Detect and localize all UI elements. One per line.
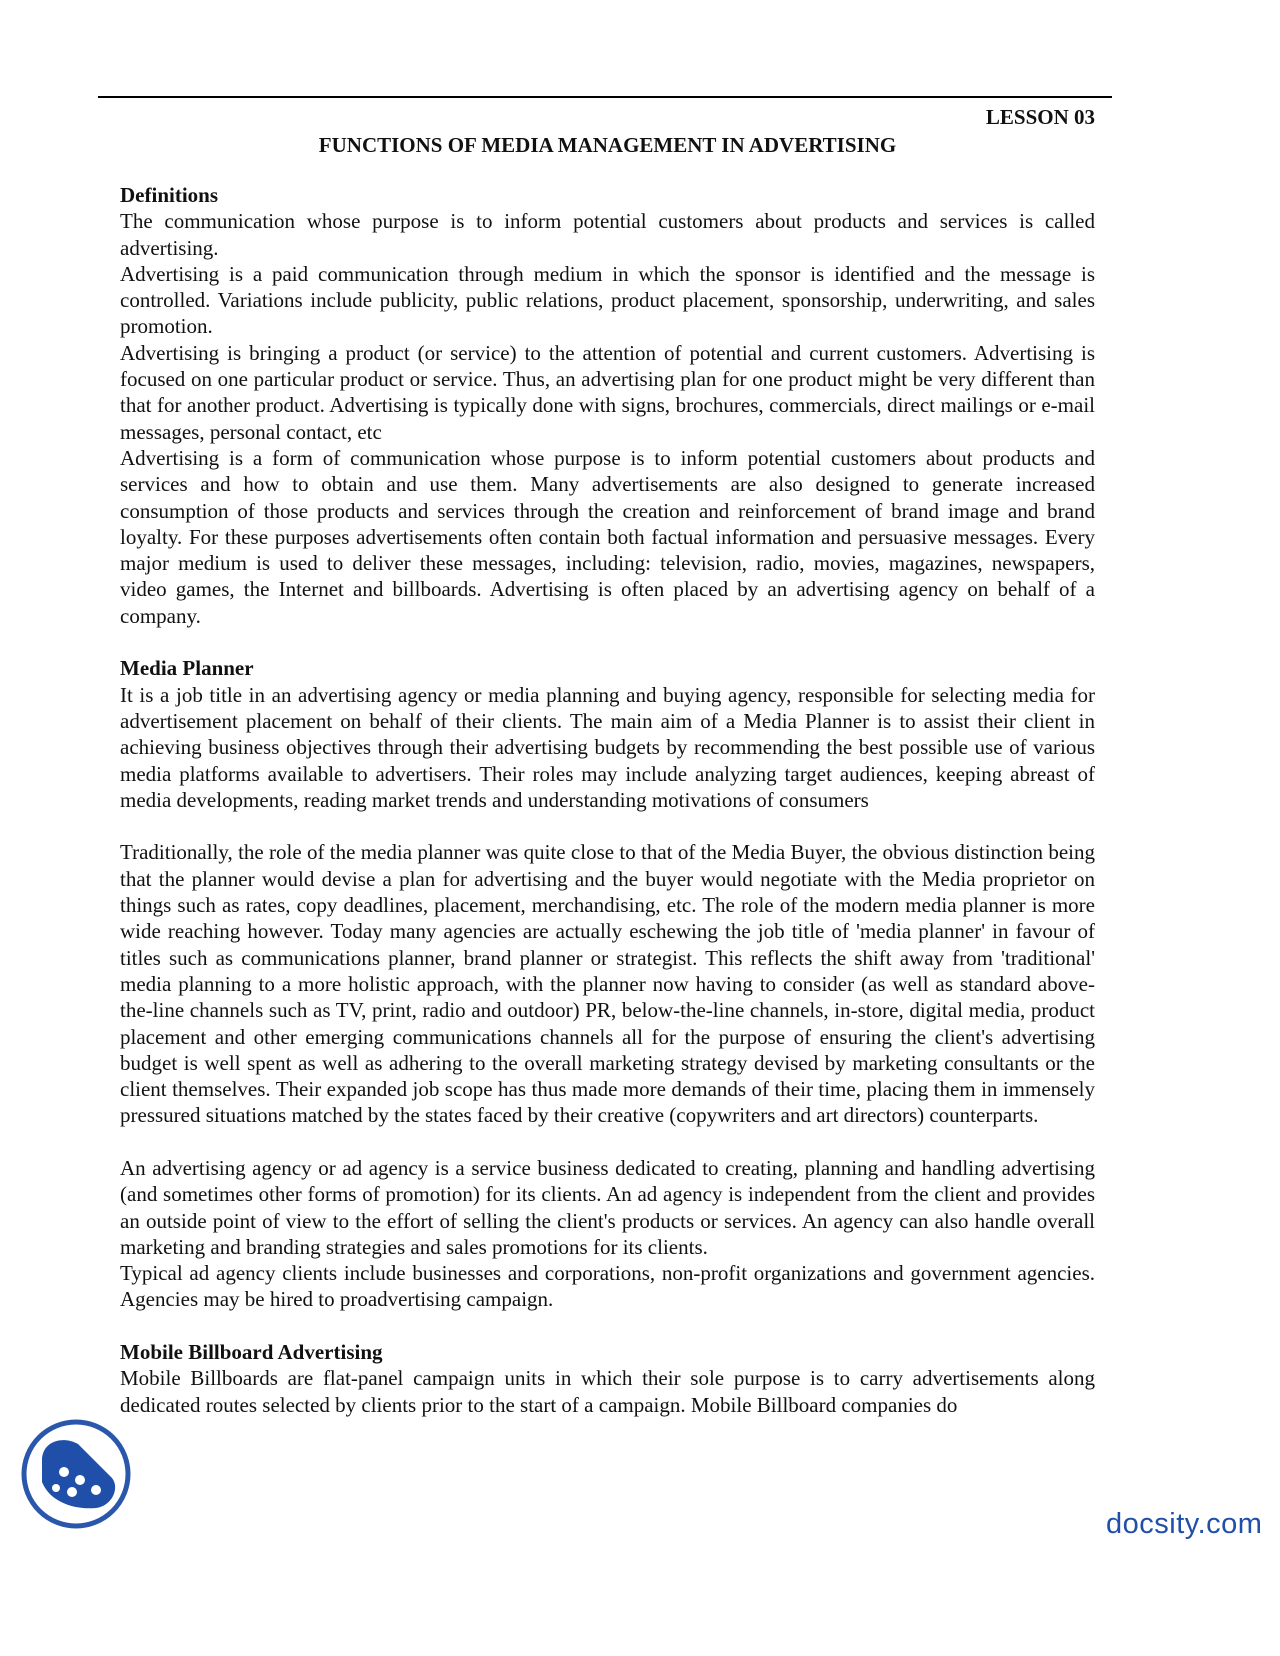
page-title: FUNCTIONS OF MEDIA MANAGEMENT IN ADVERTISING [318,133,897,157]
paragraph: Traditionally, the role of the media planner was quite close to that of the Media Buyer, the obvious distinction being that the planner would devise a plan for advertising and the buyer would negotiate with the Media proprietor on things such as rates, copy deadlines, placement, merchandising, etc. The role of the modern media planner is more wide reaching however. Today many agencies are actually eschewing the job title of 'media planner' in favour of titles such as communications planner, brand planner or strategist. This reflects the shift away from 'traditional' media planning to a more holistic approach, with the planner now having to consider (as well as standard above-the-line channels such as TV, print, radio and outdoor) PR, below-the-line channels, in-store, digital media, product placement and other emerging communications channels all for the purpose of ensuring the client's advertising budget is well spent as well as adhering to the overall marketing strategy devised by marketing consultants or the client themselves. Their expanded job scope has thus made more demands of their time, placing them in immensely pressured situations matched by the states faced by their creative (copywriters and art directors) counterparts. [120,840,1095,1128]
paragraph: An advertising agency or ad agency is a service business dedicated to creating, planning and handling advertising (and sometimes other forms of promotion) for its clients. An ad agency is independent from the client and provides an outside point of view to the effort of selling the client's products or services. An agency can also handle overall marketing and branding strategies and sales promotions for its clients. [120,1155,1095,1259]
paragraph: Advertising is a form of communication whose purpose is to inform potential customers about products and services and how to obtain and use them. Many advertisements are also designed to generate increased consumption of those products and services through the creation and reinforcement of brand image and brand loyalty. For these purposes advertisements often contain both factual information and persuasive messages. Every major medium is used to deliver these messages, including: television, radio, movies, magazines, newspapers, video games, the Internet and billboards. Advertising is often placed by an advertising agency on behalf of a company. [120,445,1095,628]
spacer [120,1129,1095,1155]
document-body [120,182,1095,1418]
paragraph: Mobile Billboards are flat-panel campaign units in which their sole purpose is to carry advertisements along dedicated routes selected by clients prior to the start of a campaign. Mobile Billboard companies do [120,1366,1095,1417]
spacer [120,813,1095,839]
spacer [120,1313,1095,1339]
paragraph: Typical ad agency clients include businesses and corporations, non-profit organizations and government agencies. Agencies may be hired to proadvertising campaign. [120,1261,1095,1312]
paragraph: Advertising is bringing a product (or service) to the attention of potential and current customers. Advertising is focused on one particular product or service. Thus, an advertising plan for one product might be very different than that for another product. Advertising is typically done with signs, brochures, commercials, direct mailings or e-mail messages, personal contact, etc [120,340,1095,444]
lesson-label: LESSON 03 [985,105,1095,129]
paragraph: It is a job title in an advertising agency or media planning and buying agency, responsible for selecting media for advertisement placement on behalf of their clients. The main aim of a Media Planner is to assist their client in achieving business objectives through their advertising budgets by recommending the best possible use of various media platforms available to advertisers. Their roles may include analyzing target audiences, keeping abreast of media developments, reading market trends and understanding motivations of consumers [120,682,1095,812]
header-rule [98,96,1112,98]
logo-graphic [20,1418,132,1530]
docsity-logo-icon[interactable] [20,1418,132,1530]
spacer [120,629,1095,655]
brand-watermark[interactable]: docsity.com [1106,1508,1263,1540]
section-heading-mobile-billboard: Mobile Billboard Advertising [120,1340,383,1365]
section-heading-definitions: Definitions [120,183,219,207]
paragraph: Advertising is a paid communication through medium in which the sponsor is identified and the message is controlled. Variations include publicity, public relations, product placement, sponsorship, underwriting, and sales promotion. [120,261,1095,339]
paragraph: The communication whose purpose is to inform potential customers about products and services is called advertising. [120,209,1095,260]
section-heading-media-planner: Media Planner [120,656,254,681]
